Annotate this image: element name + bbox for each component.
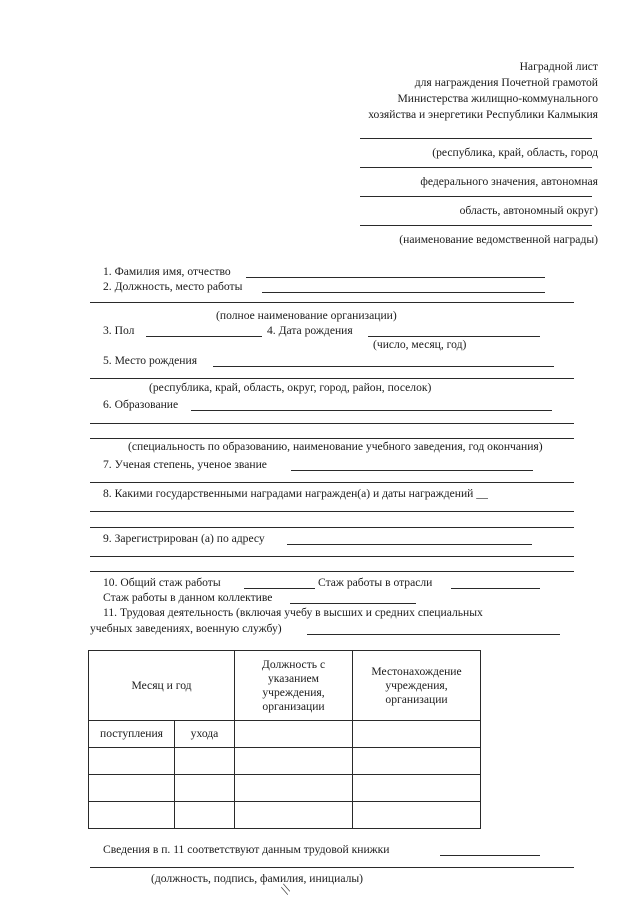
table-cell[interactable]: [89, 802, 175, 829]
field-4-line[interactable]: [368, 336, 540, 337]
table-row: [89, 748, 481, 775]
header-month-year: Месяц и год: [89, 651, 235, 721]
table-row: [89, 775, 481, 802]
field-2-line[interactable]: [262, 292, 545, 293]
field-8-line-1[interactable]: [90, 511, 574, 512]
field-7-line[interactable]: [291, 470, 533, 471]
table-cell[interactable]: [353, 748, 481, 775]
table-cell[interactable]: [353, 721, 481, 748]
header-line-4: хозяйства и энергетики Республики Калмыкия: [368, 108, 598, 121]
field-8-label: 8. Какими государственными наградами награжден(а) и даты награждений __: [103, 487, 488, 500]
field-11-label-2: учебных заведениях, военную службу): [90, 622, 282, 635]
field-10-team-line[interactable]: [290, 603, 416, 604]
subheader-start: поступления: [89, 721, 175, 748]
table-cell[interactable]: [235, 802, 353, 829]
field-2-hint: (полное наименование организации): [216, 309, 397, 322]
field-5-line[interactable]: [213, 366, 554, 367]
subheader-end: ухода: [175, 721, 235, 748]
region-line-1[interactable]: [360, 138, 592, 139]
field-9-label: 9. Зарегистрирован (а) по адресу: [103, 532, 265, 545]
table-cell[interactable]: [175, 748, 235, 775]
field-11-line[interactable]: [307, 634, 560, 635]
field-6-label: 6. Образование: [103, 398, 179, 411]
table-cell[interactable]: [89, 775, 175, 802]
field-5-hint: (республика, край, область, округ, город, район, поселок): [149, 381, 432, 394]
header-position: Должность с указанием учреждения, организации: [235, 651, 353, 721]
confirm-label: Сведения в п. 11 соответствуют данным трудовой книжки: [103, 843, 390, 856]
field-4-label: 4. Дата рождения: [267, 324, 353, 337]
table-cell[interactable]: [235, 748, 353, 775]
field-6-line[interactable]: [191, 410, 552, 411]
table-cell[interactable]: [89, 748, 175, 775]
field-4-hint: (число, месяц, год): [373, 338, 467, 351]
field-10-total-line[interactable]: [244, 588, 315, 589]
field-10-total-label: 10. Общий стаж работы: [103, 576, 221, 589]
field-1-line[interactable]: [246, 277, 545, 278]
field-5-line-2[interactable]: [90, 378, 574, 379]
award-hint: (наименование ведомственной награды): [399, 233, 598, 246]
field-6-line-3[interactable]: [90, 438, 574, 439]
field-2-line-2[interactable]: [90, 302, 574, 303]
region-hint-2: федерального значения, автономная: [420, 175, 598, 188]
confirm-line[interactable]: [440, 855, 540, 856]
region-line-2[interactable]: [360, 167, 592, 168]
table-cell[interactable]: [235, 721, 353, 748]
field-7-label: 7. Ученая степень, ученое звание: [103, 458, 267, 471]
field-3-label: 3. Пол: [103, 324, 135, 337]
signature-line[interactable]: [90, 867, 574, 868]
field-1-label: 1. Фамилия имя, отчество: [103, 265, 231, 278]
region-hint-1: (республика, край, область, город: [432, 146, 598, 159]
region-hint-3: область, автономный округ): [459, 204, 598, 217]
signature-hint: (должность, подпись, фамилия, инициалы): [151, 872, 364, 885]
table-cell[interactable]: [353, 775, 481, 802]
table-cell[interactable]: [353, 802, 481, 829]
field-8-line-2[interactable]: [90, 527, 574, 528]
field-10-industry-label: Стаж работы в отрасли: [318, 576, 433, 589]
header-line-3: Министерства жилищно-коммунального: [397, 92, 598, 105]
table-cell[interactable]: [175, 802, 235, 829]
field-5-label: 5. Место рождения: [103, 354, 198, 367]
table-row: [89, 802, 481, 829]
field-11-label-1: 11. Трудовая деятельность (включая учебу в высших и средних специальных: [103, 606, 483, 619]
field-6-hint: (специальность по образованию, наименование учебного заведения, год окончания): [128, 440, 543, 453]
field-10-team-label: Стаж работы в данном коллективе: [103, 591, 273, 604]
field-6-line-2[interactable]: [90, 423, 574, 424]
pen-mark: //: [278, 882, 295, 897]
region-line-3[interactable]: [360, 196, 592, 197]
field-3-line[interactable]: [146, 336, 262, 337]
field-7-line-2[interactable]: [90, 482, 574, 483]
header-location: Местонахождение учреждения, организации: [353, 651, 481, 721]
field-9-line[interactable]: [287, 544, 532, 545]
table-cell[interactable]: [235, 775, 353, 802]
field-2-label: 2. Должность, место работы: [103, 280, 243, 293]
header-line-1: Наградной лист: [519, 60, 598, 73]
award-line[interactable]: [360, 225, 592, 226]
field-9-line-3[interactable]: [90, 571, 574, 572]
employment-table: [88, 650, 481, 829]
field-10-industry-line[interactable]: [451, 588, 540, 589]
field-9-line-2[interactable]: [90, 556, 574, 557]
table-cell[interactable]: [175, 775, 235, 802]
header-line-2: для награждения Почетной грамотой: [414, 76, 598, 89]
